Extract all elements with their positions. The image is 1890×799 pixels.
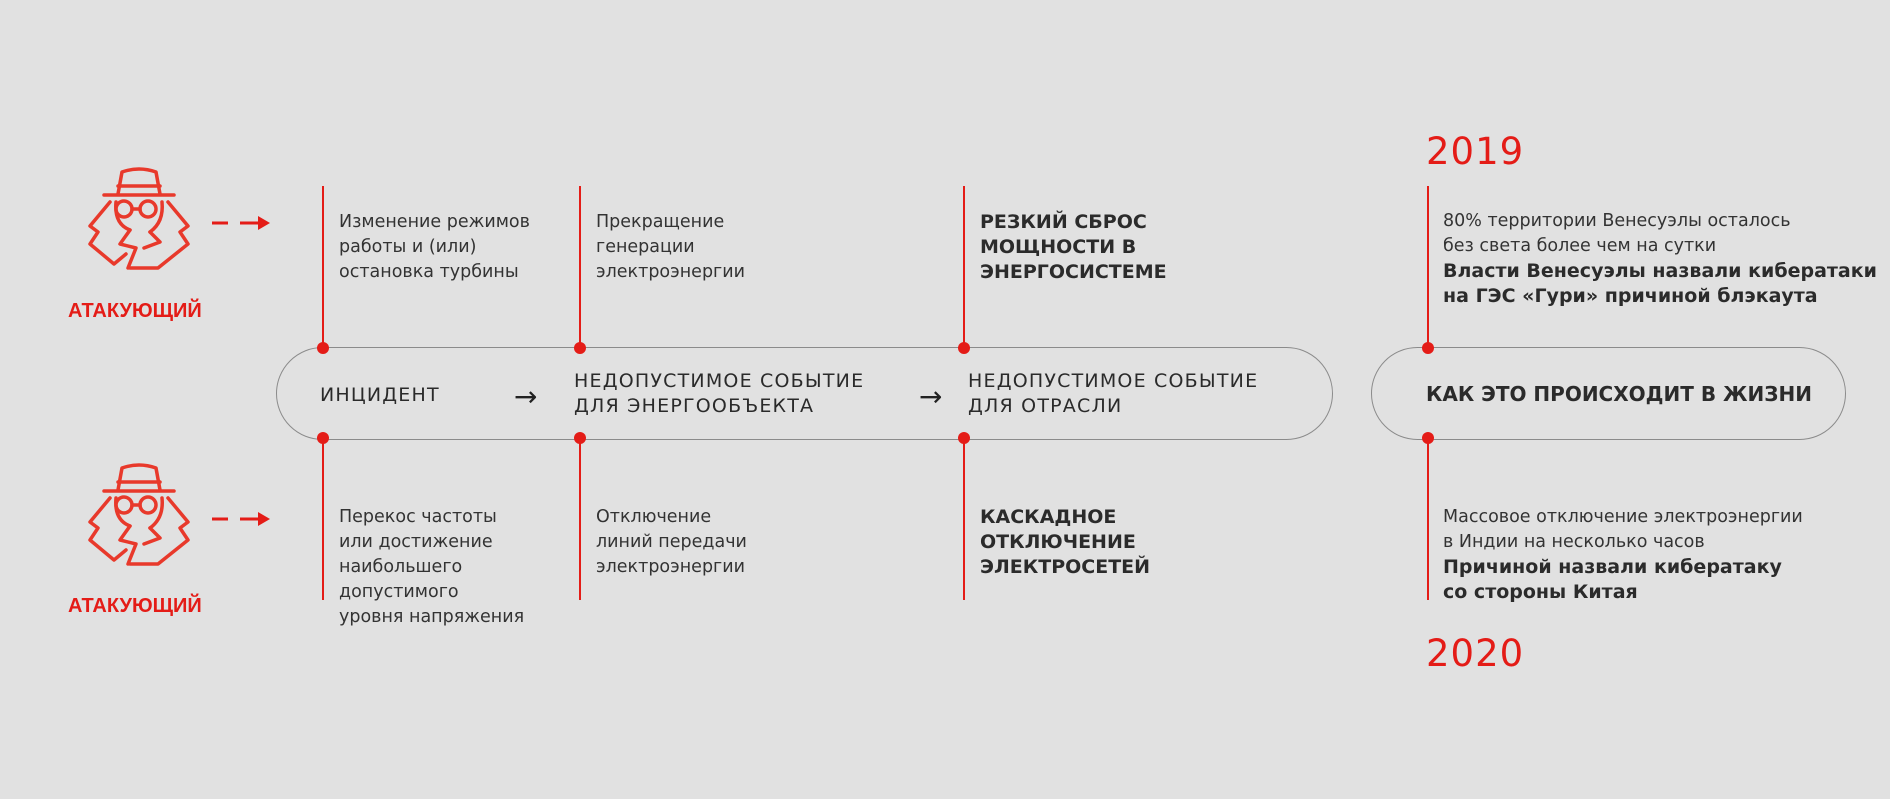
top-incident-text: Изменение режимов работы и (или) остановка турбины [339, 212, 530, 282]
year-bottom: 2020 [1426, 632, 1525, 675]
connector-line [322, 186, 324, 348]
connector-dot [958, 432, 970, 444]
attacker-label-bottom: АТАКУЮЩИЙ [68, 595, 202, 617]
connector-dot [574, 342, 586, 354]
top-industry-text: РЕЗКИЙ СБРОС МОЩНОСТИ В ЭНЕРГОСИСТЕМЕ [980, 211, 1167, 283]
attacker-label-top: АТАКУЮЩИЙ [68, 300, 202, 322]
stage-incident: ИНЦИДЕНТ [320, 384, 440, 406]
connector-line [579, 186, 581, 348]
connector-dot [317, 342, 329, 354]
connector-line [963, 438, 965, 600]
connector-dot [317, 432, 329, 444]
stage-facility: НЕДОПУСТИМОЕ СОБЫТИЕ ДЛЯ ЭНЕРГООБЪЕКТА [574, 370, 865, 417]
arrow-right-icon: → [514, 380, 538, 413]
connector-dot [1422, 342, 1434, 354]
connector-line [1427, 186, 1429, 348]
connector-line [1427, 438, 1429, 600]
case-india: Массовое отключение электроэнергии в Индии на несколько часов Причиной назвали кибератаку со стороны Китая [1443, 507, 1803, 603]
connector-line [322, 438, 324, 600]
dashed-arrow-icon [212, 213, 272, 233]
real-life-label: КАК ЭТО ПРОИСХОДИТ В ЖИЗНИ [1426, 382, 1812, 406]
year-top: 2019 [1426, 130, 1525, 173]
bottom-facility-text: Отключение линий передачи электроэнергии [596, 507, 747, 577]
connector-line [579, 438, 581, 600]
arrow-right-icon: → [919, 380, 943, 413]
spy-icon [80, 164, 198, 274]
connector-line [963, 186, 965, 348]
connector-dot [574, 432, 586, 444]
dashed-arrow-icon [212, 509, 272, 529]
stage-industry: НЕДОПУСТИМОЕ СОБЫТИЕ ДЛЯ ОТРАСЛИ [968, 370, 1259, 417]
bottom-industry-text: КАСКАДНОЕ ОТКЛЮЧЕНИЕ ЭЛЕКТРОСЕТЕЙ [980, 506, 1151, 578]
spy-icon [80, 460, 198, 570]
case-venezuela: 80% территории Венесуэлы осталось без света более чем на сутки Власти Венесуэлы назвали кибератаки на ГЭС «Гури» причиной блэкаута [1443, 211, 1877, 307]
bottom-incident-text: Перекос частоты или достижение наибольшего допустимого уровня напряжения [339, 507, 525, 627]
top-facility-text: Прекращение генерации электроэнергии [596, 212, 745, 282]
connector-dot [1422, 432, 1434, 444]
connector-dot [958, 342, 970, 354]
